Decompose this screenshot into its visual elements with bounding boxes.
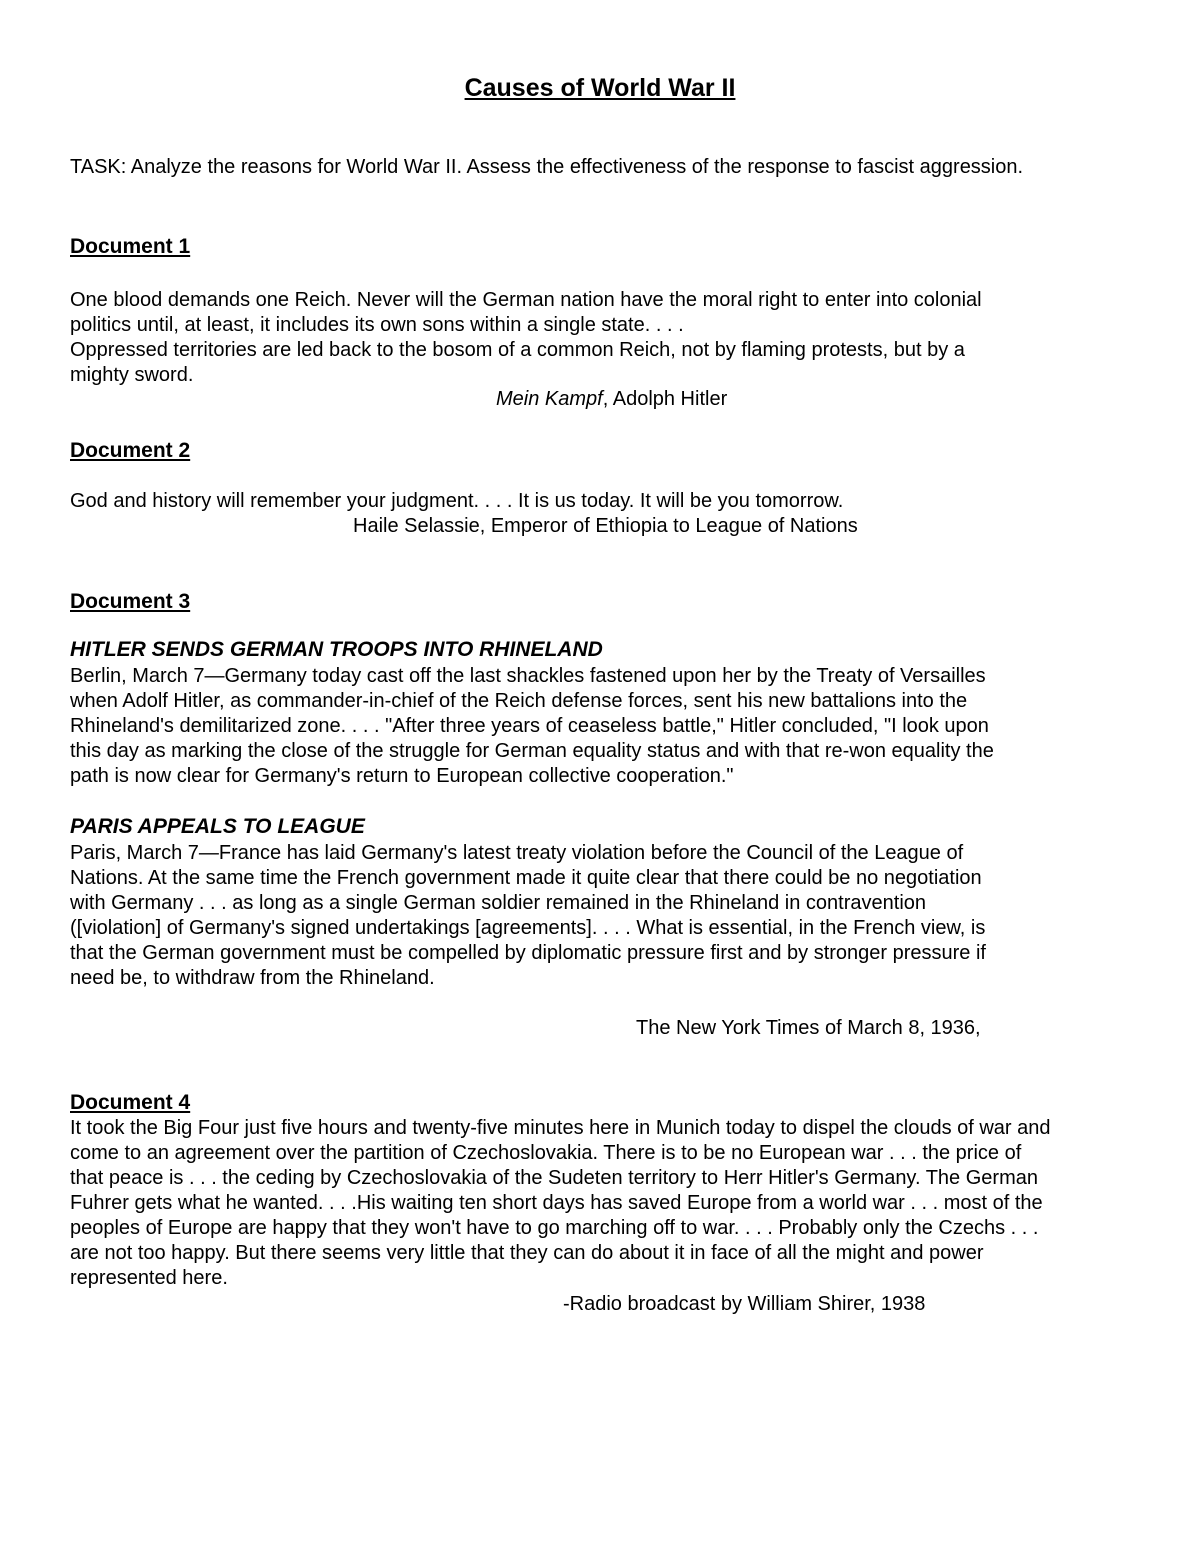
quote-line: that peace is . . . the ceding by Czechoslovakia of the Sudeten territory to Herr Hitler's Germany. The German [70, 1167, 1038, 1189]
quote-line: represented here. [70, 1267, 228, 1289]
document-4-attribution: -Radio broadcast by William Shirer, 1938 [563, 1293, 926, 1315]
quote-line: politics until, at least, it includes its own sons within a single state. . . . [70, 314, 684, 336]
document-1-quote [70, 288, 1140, 388]
quote-line: Oppressed territories are led back to the bosom of a common Reich, not by flaming protests, but by a [70, 339, 965, 361]
article-line: Nations. At the same time the French government made it quite clear that there could be no negotiation [70, 867, 982, 889]
article-rhineland [70, 664, 1140, 789]
headline-rhineland: HITLER SENDS GERMAN TROOPS INTO RHINELAND [70, 638, 603, 661]
article-line: ([violation] of Germany's signed undertakings [agreements]. . . . What is essential, in the French view, is [70, 917, 986, 939]
attribution-author: , Adolph Hitler [602, 388, 728, 410]
quote-line: are not too happy. But there seems very little that they can do about it in face of all the might and power [70, 1242, 984, 1264]
headline-paris-appeals: PARIS APPEALS TO LEAGUE [70, 815, 365, 838]
document-4-heading: Document 4 [70, 1091, 191, 1114]
quote-line: mighty sword. [70, 364, 194, 386]
document-2-attribution: Haile Selassie, Emperor of Ethiopia to League of Nations [353, 515, 858, 537]
article-paris-appeals [70, 841, 1140, 991]
article-line: Paris, March 7—France has laid Germany's latest treaty violation before the Council of the League of [70, 842, 964, 864]
article-line: Rhineland's demilitarized zone. . . . "After three years of ceaseless battle," Hitler concluded, "I look upon [70, 715, 989, 737]
document-4-quote [70, 1116, 1140, 1291]
article-line: this day as marking the close of the struggle for German equality status and with that re-won equality the [70, 740, 994, 762]
quote-line: One blood demands one Reich. Never will the German nation have the moral right to enter into colonial [70, 289, 982, 311]
document-2-quote: God and history will remember your judgment. . . . It is us today. It will be you tomorrow. [70, 490, 844, 512]
article-line: need be, to withdraw from the Rhineland. [70, 967, 435, 989]
page-title: Causes of World War II [464, 74, 736, 102]
attribution-book-title: Mein Kampf [496, 388, 603, 410]
document-2-heading: Document 2 [70, 439, 191, 462]
quote-line: peoples of Europe are happy that they won't have to go marching off to war. . . . Probably only the Czechs . . . [70, 1217, 1039, 1239]
article-line: path is now clear for Germany's return to European collective cooperation." [70, 765, 734, 787]
document-3-heading: Document 3 [70, 590, 191, 613]
task-statement: TASK: Analyze the reasons for World War II. Assess the effectiveness of the response to fascist aggression. [70, 156, 1024, 178]
article-line: when Adolf Hitler, as commander-in-chief of the Reich defense forces, sent his new battalions into the [70, 690, 968, 712]
article-line: that the German government must be compelled by diplomatic pressure first and by stronger pressure if [70, 942, 986, 964]
quote-line: Fuhrer gets what he wanted. . . .His waiting ten short days has saved Europe from a world war . . . most of the [70, 1192, 1043, 1214]
quote-line: It took the Big Four just five hours and twenty-five minutes here in Munich today to dispel the clouds of war and [70, 1117, 1051, 1139]
article-line: with Germany . . . as long as a single German soldier remained in the Rhineland in contravention [70, 892, 927, 914]
document-1-heading: Document 1 [70, 235, 191, 258]
quote-line: come to an agreement over the partition of Czechoslovakia. There is to be no European war . . . the price of [70, 1142, 1022, 1164]
article-line: Berlin, March 7—Germany today cast off the last shackles fastened upon her by the Treaty of Versailles [70, 665, 986, 687]
document-1-attribution [496, 387, 727, 412]
document-3-attribution: The New York Times of March 8, 1936, [636, 1017, 981, 1039]
